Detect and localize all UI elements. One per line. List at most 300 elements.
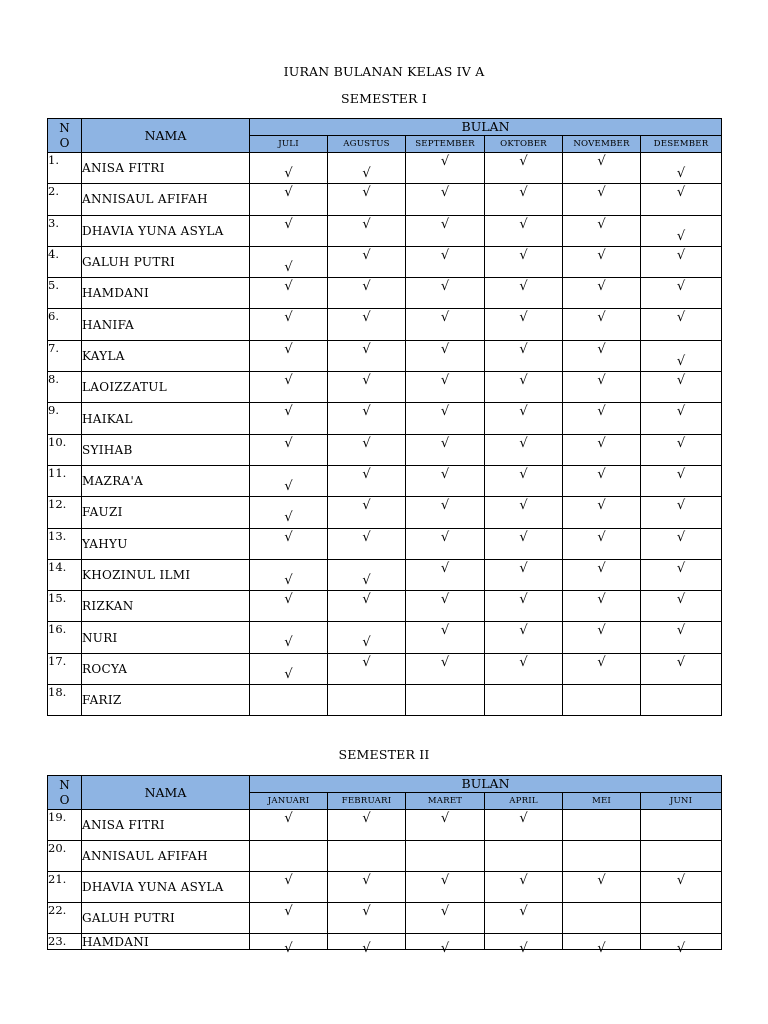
table-row [48,184,722,215]
payment-cell [328,153,406,184]
check-mark-icon: √ [676,185,686,201]
student-name: RIZKAN [82,591,250,622]
payment-cell [250,215,328,246]
check-mark-icon: √ [597,341,606,357]
payment-cell [641,403,722,434]
check-mark-icon: √ [440,185,450,201]
header-nama: NAMA [82,119,250,153]
payment-cell [641,215,722,246]
check-mark-icon: √ [362,941,371,956]
payment-cell [250,685,328,716]
check-mark-icon: √ [362,811,371,826]
payment-cell [485,215,563,246]
month-header: AGUSTUS [328,136,406,153]
month-header: JULI [250,136,328,153]
payment-cell [406,434,485,465]
payment-cell [250,434,328,465]
payment-cell [563,497,641,528]
table-row [48,903,722,934]
check-mark-icon: √ [284,216,293,232]
table-row [48,872,722,903]
check-mark-icon: √ [284,435,293,451]
check-mark-icon: √ [597,310,606,326]
payment-cell [250,934,328,956]
row-number: 6. [48,309,82,340]
payment-cell [485,841,563,872]
check-mark-icon: √ [362,572,371,588]
payment-cell [328,872,406,903]
row-number: 19. [48,810,82,841]
payment-cell [328,528,406,559]
check-mark-icon: √ [519,185,528,201]
header-no [48,119,82,153]
payment-cell [563,278,641,309]
check-mark-icon: √ [519,560,528,576]
payment-cell [250,872,328,903]
header-nama: NAMA [82,776,250,810]
check-mark-icon: √ [284,666,293,682]
check-mark-icon: √ [362,341,371,357]
table-row [48,622,722,653]
table-row [48,841,722,872]
table-row [48,340,722,371]
document-title: IURAN BULANAN KELAS IV A [283,64,485,79]
row-number: 14. [48,559,82,590]
payment-cell [250,246,328,277]
check-mark-icon: √ [362,904,371,919]
check-mark-icon: √ [597,623,606,639]
row-number: 1. [48,153,82,184]
payment-cell [328,685,406,716]
check-mark-icon: √ [519,811,528,826]
payment-cell [328,465,406,496]
payment-cell [485,278,563,309]
payment-cell [406,685,485,716]
check-mark-icon: √ [519,404,528,420]
payment-cell [563,340,641,371]
payment-cell [563,559,641,590]
payment-cell [406,278,485,309]
payment-cell [641,559,722,590]
check-mark-icon: √ [519,498,528,514]
payment-cell [328,622,406,653]
check-mark-icon: √ [284,811,293,826]
payment-cell [485,372,563,403]
row-number: 13. [48,528,82,559]
payment-cell [563,153,641,184]
payment-cell [485,622,563,653]
check-mark-icon: √ [284,185,293,201]
check-mark-icon: √ [676,279,686,295]
payment-cell [641,153,722,184]
payment-cell [641,246,722,277]
row-number: 22. [48,903,82,934]
check-mark-icon: √ [597,185,606,201]
table-row [48,309,722,340]
check-mark-icon: √ [519,279,528,295]
check-mark-icon: √ [362,635,371,651]
check-mark-icon: √ [676,310,686,326]
payment-cell [328,841,406,872]
payment-cell [250,465,328,496]
row-number: 10. [48,434,82,465]
table-row [48,685,722,716]
table-row [48,528,722,559]
student-name: LAOIZZATUL [82,372,250,403]
row-number: 11. [48,465,82,496]
month-header: DESEMBER [641,136,722,153]
check-mark-icon: √ [676,498,686,514]
payment-cell [406,653,485,684]
check-mark-icon: √ [284,478,293,494]
check-mark-icon: √ [597,373,606,389]
row-number: 21. [48,872,82,903]
check-mark-icon: √ [284,166,293,181]
payment-cell [250,559,328,590]
check-mark-icon: √ [284,635,293,651]
row-number: 20. [48,841,82,872]
payment-cell [328,903,406,934]
payment-cell [406,372,485,403]
payment-cell [563,841,641,872]
check-mark-icon: √ [597,560,606,576]
header-no-label: N O [59,777,70,807]
check-mark-icon: √ [676,592,686,608]
payment-cell [563,528,641,559]
check-mark-icon: √ [676,623,686,639]
payment-cell [250,153,328,184]
payment-cell [250,591,328,622]
check-mark-icon: √ [519,373,528,389]
payment-cell [250,340,328,371]
student-name: HAMDANI [82,278,250,309]
payment-cell [328,810,406,841]
check-mark-icon: √ [440,404,450,420]
check-mark-icon: √ [362,435,371,451]
student-name: DHAVIA YUNA ASYLA [82,872,250,903]
check-mark-icon: √ [676,435,686,451]
payment-cell [641,872,722,903]
payment-cell [641,465,722,496]
payment-cell [328,934,406,956]
payment-cell [641,622,722,653]
payment-cell [406,934,485,956]
payment-cell [485,591,563,622]
check-mark-icon: √ [597,466,606,482]
month-header: FEBRUARI [328,793,406,810]
payment-cell [250,497,328,528]
check-mark-icon: √ [362,498,371,514]
payment-cell [250,403,328,434]
check-mark-icon: √ [362,654,371,670]
header-bulan: BULAN [250,776,722,793]
payment-cell [328,434,406,465]
check-mark-icon: √ [519,154,528,169]
table-row [48,465,722,496]
student-name: GALUH PUTRI [82,246,250,277]
payment-cell [328,497,406,528]
payment-cell [406,903,485,934]
month-header: APRIL [485,793,563,810]
payment-cell [563,622,641,653]
payment-cell [485,559,563,590]
payment-cell [485,184,563,215]
payment-cell [406,184,485,215]
payment-cell [250,622,328,653]
student-name: HAMDANI [82,934,250,950]
student-name: FARIZ [82,685,250,716]
table-row [48,403,722,434]
table-row [48,559,722,590]
check-mark-icon: √ [597,435,606,451]
payment-cell [641,591,722,622]
payment-cell [641,340,722,371]
check-mark-icon: √ [362,466,371,482]
payment-cell [485,528,563,559]
payment-cell [406,246,485,277]
payment-cell [328,340,406,371]
payment-cell [328,184,406,215]
payment-cell [250,309,328,340]
check-mark-icon: √ [519,466,528,482]
check-mark-icon: √ [440,216,450,232]
payment-cell [485,903,563,934]
check-mark-icon: √ [362,279,371,295]
payment-cell [328,591,406,622]
payment-cell [250,841,328,872]
payment-cell [328,215,406,246]
payment-cell [328,246,406,277]
check-mark-icon: √ [519,904,528,919]
row-number: 8. [48,372,82,403]
table-row [48,434,722,465]
check-mark-icon: √ [519,310,528,326]
check-mark-icon: √ [440,623,450,639]
check-mark-icon: √ [284,279,293,295]
payment-cell [641,841,722,872]
payment-cell [641,278,722,309]
check-mark-icon: √ [519,341,528,357]
payment-cell [485,810,563,841]
check-mark-icon: √ [597,941,606,956]
check-mark-icon: √ [519,529,528,545]
payment-cell [328,559,406,590]
check-mark-icon: √ [440,247,450,263]
check-mark-icon: √ [440,435,450,451]
payment-cell [328,278,406,309]
check-mark-icon: √ [676,873,686,888]
payment-cell [406,872,485,903]
row-number: 12. [48,497,82,528]
payment-cell [406,340,485,371]
month-header: OKTOBER [485,136,563,153]
payment-cell [406,497,485,528]
payment-cell [406,559,485,590]
student-name: ANISA FITRI [82,810,250,841]
payment-cell [250,653,328,684]
payment-cell [641,653,722,684]
table-row [48,810,722,841]
check-mark-icon: √ [440,310,450,326]
check-mark-icon: √ [284,529,293,545]
student-name: ANNISAUL AFIFAH [82,841,250,872]
payment-cell [406,465,485,496]
row-number: 18. [48,685,82,716]
payment-cell [563,934,641,956]
check-mark-icon: √ [362,873,371,888]
payment-cell [485,403,563,434]
check-mark-icon: √ [597,873,606,888]
student-name: MAZRA'A [82,465,250,496]
payment-cell [563,215,641,246]
check-mark-icon: √ [597,216,606,232]
payment-cell [563,465,641,496]
payment-cell [485,153,563,184]
payment-cell [641,903,722,934]
row-number: 2. [48,184,82,215]
student-name: ANISA FITRI [82,153,250,184]
check-mark-icon: √ [440,279,450,295]
check-mark-icon: √ [597,654,606,670]
payment-cell [563,591,641,622]
payment-cell [250,528,328,559]
payment-cell [563,903,641,934]
payment-cell [641,528,722,559]
payment-cell [563,810,641,841]
month-header: MEI [563,793,641,810]
check-mark-icon: √ [362,310,371,326]
check-mark-icon: √ [440,873,450,888]
check-mark-icon: √ [440,529,450,545]
check-mark-icon: √ [676,228,686,244]
check-mark-icon: √ [519,654,528,670]
check-mark-icon: √ [362,404,371,420]
payment-cell [641,434,722,465]
student-name: KAYLA [82,340,250,371]
check-mark-icon: √ [519,247,528,263]
student-name: FAUZI [82,497,250,528]
payment-cell [563,246,641,277]
payment-cell [406,810,485,841]
payment-cell [406,591,485,622]
payment-cell [563,184,641,215]
payment-cell [485,246,563,277]
payment-cell [563,434,641,465]
payment-cell [485,465,563,496]
payment-cell [328,309,406,340]
check-mark-icon: √ [676,654,686,670]
semester-1-title: SEMESTER I [341,91,427,106]
payment-cell [406,528,485,559]
payment-cell [406,153,485,184]
check-mark-icon: √ [284,404,293,420]
check-mark-icon: √ [440,498,450,514]
payment-cell [563,372,641,403]
student-name: HANIFA [82,309,250,340]
payment-cell [641,497,722,528]
check-mark-icon: √ [440,904,450,919]
payment-cell [406,403,485,434]
payment-cell [641,309,722,340]
payment-cell [328,372,406,403]
check-mark-icon: √ [362,592,371,608]
payment-cell [250,184,328,215]
row-number: 15. [48,591,82,622]
student-name: ROCYA [82,653,250,684]
row-number: 5. [48,278,82,309]
payment-cell [328,403,406,434]
check-mark-icon: √ [284,873,293,888]
row-number: 7. [48,340,82,371]
table-row [48,497,722,528]
check-mark-icon: √ [284,904,293,919]
check-mark-icon: √ [597,404,606,420]
check-mark-icon: √ [440,654,450,670]
semester-1-table [47,118,722,716]
check-mark-icon: √ [362,529,371,545]
row-number: 16. [48,622,82,653]
month-header: SEPTEMBER [406,136,485,153]
payment-cell [563,685,641,716]
check-mark-icon: √ [597,247,606,263]
row-number: 9. [48,403,82,434]
payment-cell [406,622,485,653]
month-header: JUNI [641,793,722,810]
semester-2-title: SEMESTER II [338,747,430,762]
payment-cell [406,215,485,246]
check-mark-icon: √ [519,435,528,451]
check-mark-icon: √ [284,592,293,608]
student-name: ANNISAUL AFIFAH [82,184,250,215]
payment-cell [250,903,328,934]
student-name: SYIHAB [82,434,250,465]
check-mark-icon: √ [676,529,686,545]
row-number: 23. [48,934,82,950]
payment-cell [250,278,328,309]
check-mark-icon: √ [440,373,450,389]
check-mark-icon: √ [440,154,450,169]
student-name: GALUH PUTRI [82,903,250,934]
check-mark-icon: √ [676,941,686,956]
payment-cell [328,653,406,684]
check-mark-icon: √ [284,341,293,357]
payment-cell [641,934,722,956]
student-name: DHAVIA YUNA ASYLA [82,215,250,246]
check-mark-icon: √ [284,259,293,275]
payment-cell [485,434,563,465]
header-bulan: BULAN [250,119,722,136]
check-mark-icon: √ [676,466,686,482]
payment-cell [485,309,563,340]
student-name: YAHYU [82,528,250,559]
check-mark-icon: √ [284,310,293,326]
semester-2-table [47,775,722,956]
payment-cell [485,934,563,956]
check-mark-icon: √ [519,623,528,639]
check-mark-icon: √ [676,404,686,420]
check-mark-icon: √ [284,373,293,389]
payment-cell [563,403,641,434]
check-mark-icon: √ [676,353,686,369]
month-header: NOVEMBER [563,136,641,153]
check-mark-icon: √ [440,941,450,956]
check-mark-icon: √ [362,247,371,263]
check-mark-icon: √ [597,592,606,608]
check-mark-icon: √ [597,279,606,295]
check-mark-icon: √ [440,592,450,608]
table-row [48,215,722,246]
payment-cell [406,309,485,340]
